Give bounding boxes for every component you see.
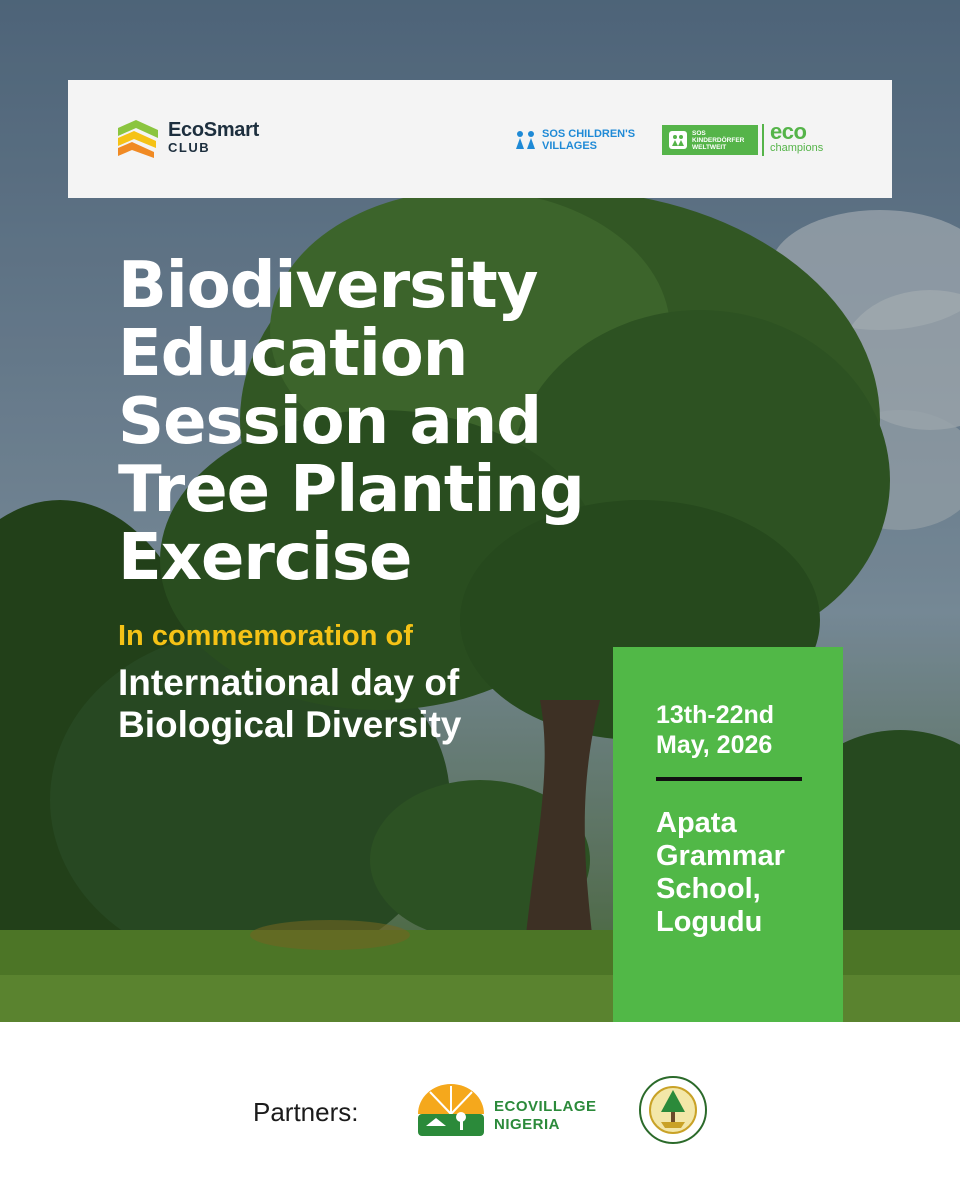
frin-seal-icon	[639, 1076, 707, 1144]
frin-seal-logo	[639, 1076, 707, 1149]
event-details-card	[613, 647, 843, 1022]
ecovillage-sun-icon	[416, 1082, 486, 1138]
partners-footer	[0, 1022, 960, 1200]
title-line: Biodiversity	[118, 249, 538, 323]
title-line: Tree Planting	[118, 453, 584, 527]
ecovillage-nigeria-logo	[416, 1082, 606, 1142]
sos-family-icon	[514, 130, 538, 150]
partners-label: Partners:	[253, 1097, 359, 1127]
eco-champions-label: champions	[770, 142, 824, 154]
title-line: Education	[118, 317, 468, 391]
ecosmart-chevron-icon	[116, 118, 160, 158]
event-venue: Apata Grammar School, Logudu	[656, 807, 785, 938]
card-divider	[656, 777, 802, 781]
sos-kinderdorfer-logo	[662, 125, 758, 155]
kinder-name: SOS KINDERDÖRFER WELTWEIT	[692, 130, 745, 151]
sos-kinder-icon	[669, 131, 687, 149]
ecosmart-logo	[116, 118, 286, 162]
eco-champions-logo	[770, 119, 824, 154]
ecovillage-name: ECOVILLAGE NIGERIA	[494, 1098, 597, 1133]
event-title	[118, 249, 678, 595]
sos-name: SOS CHILDREN'S VILLAGES	[542, 128, 636, 152]
ecosmart-club: CLUB	[168, 140, 211, 155]
ecosmart-name: EcoSmart	[168, 119, 259, 141]
header-bar	[68, 80, 892, 198]
event-date: 13th-22nd May, 2026	[656, 701, 775, 759]
commemoration-label: In commemoration of	[118, 620, 413, 652]
occasion-name: International day of Biological Diversity	[118, 662, 462, 745]
eco-champions-mark: eco	[770, 119, 807, 144]
sos-childrens-villages-logo	[514, 126, 654, 156]
logo-divider	[762, 124, 764, 156]
title-line: Exercise	[118, 521, 412, 595]
title-line: Session and	[118, 385, 541, 459]
